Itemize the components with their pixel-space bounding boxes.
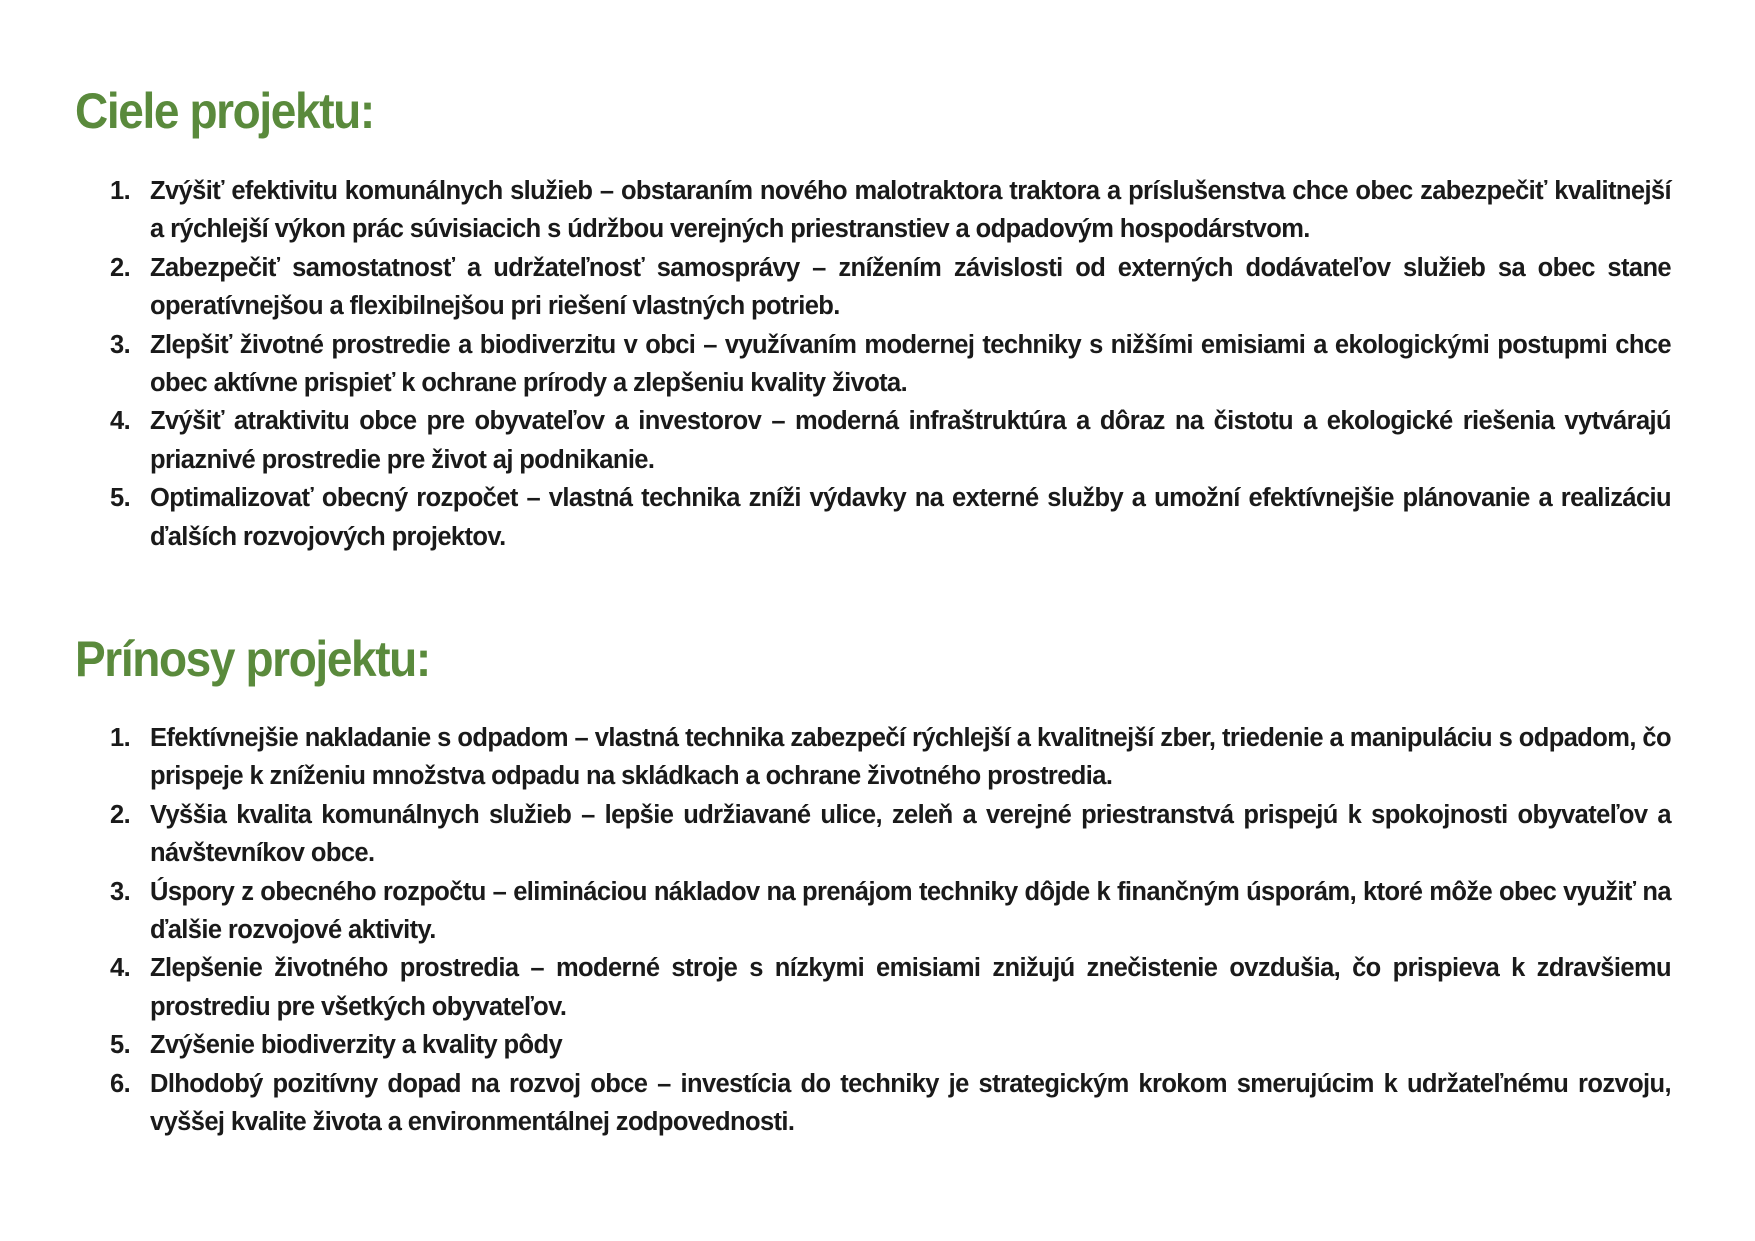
benefit-item-number: 4. — [110, 954, 131, 983]
benefit-item-number: 3. — [110, 877, 131, 906]
goal-item — [110, 402, 1671, 479]
benefit-item-text: Dlhodobý pozitívny dopad na rozvoj obce – investícia do techniky je strategickým krokom smerujúcim k udržateľnému rozvoju, vyššej kvalite života a environmentálnej zodpovednosti. — [150, 1069, 1671, 1137]
benefit-item-text: Zlepšenie životného prostredia – moderné stroje s nízkymi emisiami znižujú znečistenie ovzdušia, čo prispieva k zdravšiemu prostrediu pre všetkých obyvateľov. — [150, 954, 1671, 1021]
benefits-heading: Prínosy projektu: — [75, 631, 430, 687]
benefit-item — [110, 796, 1671, 873]
goal-item-text: Zvýšiť atraktivitu obce pre obyvateľov a investorov – moderná infraštruktúra a dôraz na čistotu a ekologické riešenia vytvárajú priaznivé prostredie pre život aj podnikanie. — [150, 407, 1671, 474]
goal-item — [110, 249, 1671, 326]
goal-item-text: Zabezpečiť samostatnosť a udržateľnosť samosprávy – znížením závislosti od externých dodávateľov služieb sa obec stane operatívnejšou a flexibilnejšou pri riešení vlastných potrieb. — [150, 253, 1671, 321]
goal-item-number: 1. — [110, 177, 131, 205]
benefit-item-text: Efektívnejšie nakladanie s odpadom – vlastná technika zabezpečí rýchlejší a kvalitnejší zber, triedenie a manipuláciu s odpadom, čo prispeje k zníženiu množstva odpadu na skládkach a ochrane životného prostredia. — [150, 724, 1671, 791]
goal-item-number: 4. — [110, 407, 131, 436]
benefit-item-number: 5. — [110, 1031, 131, 1060]
goal-item-number: 3. — [110, 330, 131, 359]
goal-item — [110, 326, 1671, 403]
benefit-item-number: 6. — [110, 1069, 131, 1098]
benefit-item — [110, 719, 1671, 796]
goal-item-number: 5. — [110, 484, 131, 513]
benefit-item-text: Úspory z obecného rozpočtu – elimináciou nákladov na prenájom techniky dôjde k finančným úsporám, ktoré môže obec využiť na ďalšie rozvojové aktivity. — [150, 877, 1671, 945]
benefit-item — [110, 1065, 1671, 1142]
benefit-item — [110, 949, 1671, 1026]
goal-item — [110, 172, 1671, 249]
benefit-item-number: 1. — [110, 724, 131, 752]
benefit-item-text: Vyššia kvalita komunálnych služieb – lepšie udržiavané ulice, zeleň a verejné priestranstvá prispejú k spokojnosti obyvateľov a návštevníkov obce. — [150, 800, 1671, 868]
benefit-item — [110, 1026, 1671, 1064]
goals-heading: Ciele projektu: — [75, 83, 374, 139]
benefits-list — [110, 719, 1671, 1141]
goal-item-text: Zlepšiť životné prostredie a biodiverzitu v obci – využívaním modernej techniky s nižšími emisiami a ekologickými postupmi chce obec aktívne prispieť k ochrane prírody a zlepšeniu kvality života. — [150, 330, 1671, 398]
goal-item-text: Optimalizovať obecný rozpočet – vlastná technika zníži výdavky na externé služby a umožní efektívnejšie plánovanie a realizáciu ďalších rozvojových projektov. — [150, 484, 1671, 551]
goals-list — [110, 172, 1671, 556]
benefit-item-text: Zvýšenie biodiverzity a kvality pôdy — [150, 1031, 563, 1060]
benefit-item — [110, 873, 1671, 950]
goal-item-text: Zvýšiť efektivitu komunálnych služieb – obstaraním nového malotraktora traktora a príslušenstva chce obec zabezpečiť kvalitnejší a rýchlejší výkon prác súvisiacich s údržbou verejných priestranstiev a odpadovým hospodárstvom. — [150, 177, 1671, 244]
goal-item-number: 2. — [110, 253, 131, 282]
benefit-item-number: 2. — [110, 800, 131, 829]
goal-item — [110, 479, 1671, 556]
